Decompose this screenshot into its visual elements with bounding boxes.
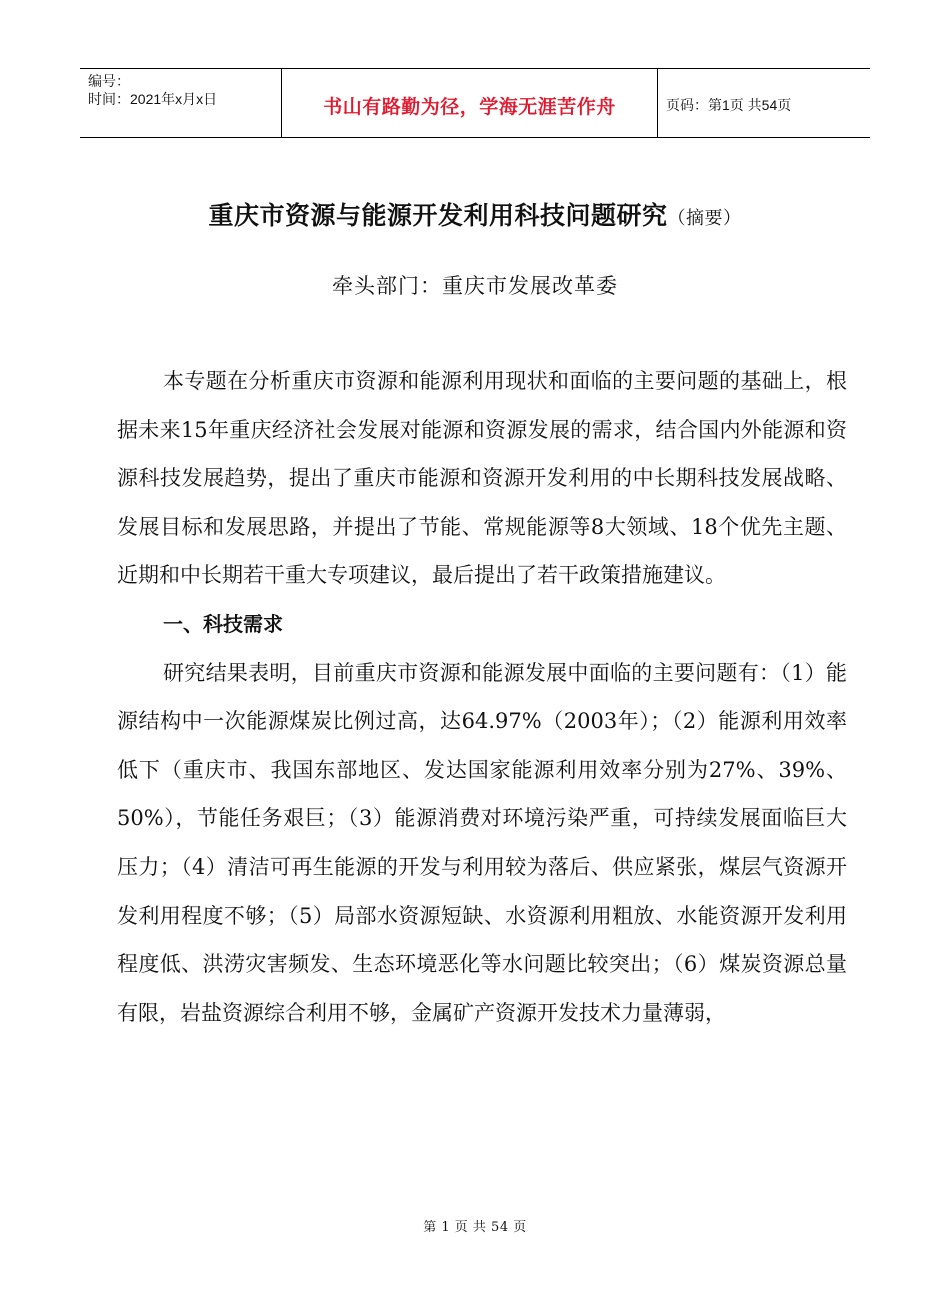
lead-department: 牵头部门：重庆市发展改革委 bbox=[332, 274, 618, 298]
header-motto: 书山有路勤为径，学海无涯苦作舟 bbox=[281, 69, 658, 137]
section-heading: 一、科技需求 bbox=[163, 611, 283, 636]
number-label: 编号： bbox=[88, 73, 130, 89]
time-label: 时间：2021年x月x日 bbox=[88, 91, 218, 107]
title-suffix: （摘要） bbox=[667, 208, 742, 229]
document-body bbox=[117, 357, 847, 1037]
section-paragraph: 研究结果表明，目前重庆市资源和能源发展中面临的主要问题有：（1）能源结构中一次能源煤炭比例过高，达64.97%（2003年）；（2）能源利用效率低下（重庆市、我国东部地区、发达国家能源利用效率分别为27%、39%、50%），节能任务艰巨；（3）能源消费对环境污染严重，可持续发展面临巨大压力；（4）清洁可再生能源的开发与利用较为落后、供应紧张，煤层气资源开发利用程度不够；（5）局部水资源短缺、水资源利用粗放、水能资源开发利用程度低、洪涝灾害频发、生态环境恶化等水问题比较突出；（6）煤炭资源总量有限，岩盐资源综合利用不够，金属矿产资源开发技术力量薄弱， bbox=[117, 660, 847, 1025]
header-table bbox=[80, 68, 870, 138]
header-meta bbox=[80, 69, 281, 137]
title-main: 重庆市资源与能源开发利用科技问题研究 bbox=[208, 201, 668, 230]
intro-paragraph: 本专题在分析重庆市资源和能源利用现状和面临的主要问题的基础上，根据未来15年重庆经济社会发展对能源和资源发展的需求，结合国内外能源和资源科技发展趋势，提出了重庆市能源和资源开发利用的中长期科技发展战略、发展目标和发展思路，并提出了节能、常规能源等8大领域、18个优先主题、近期和中长期若干重大专项建议，最后提出了若干政策措施建议。 bbox=[117, 369, 847, 588]
header-page-info: 页码：第1页 共54页 bbox=[666, 97, 792, 113]
document-title bbox=[0, 196, 950, 232]
page-footer: 第 1 页 共 54 页 bbox=[423, 1220, 527, 1235]
